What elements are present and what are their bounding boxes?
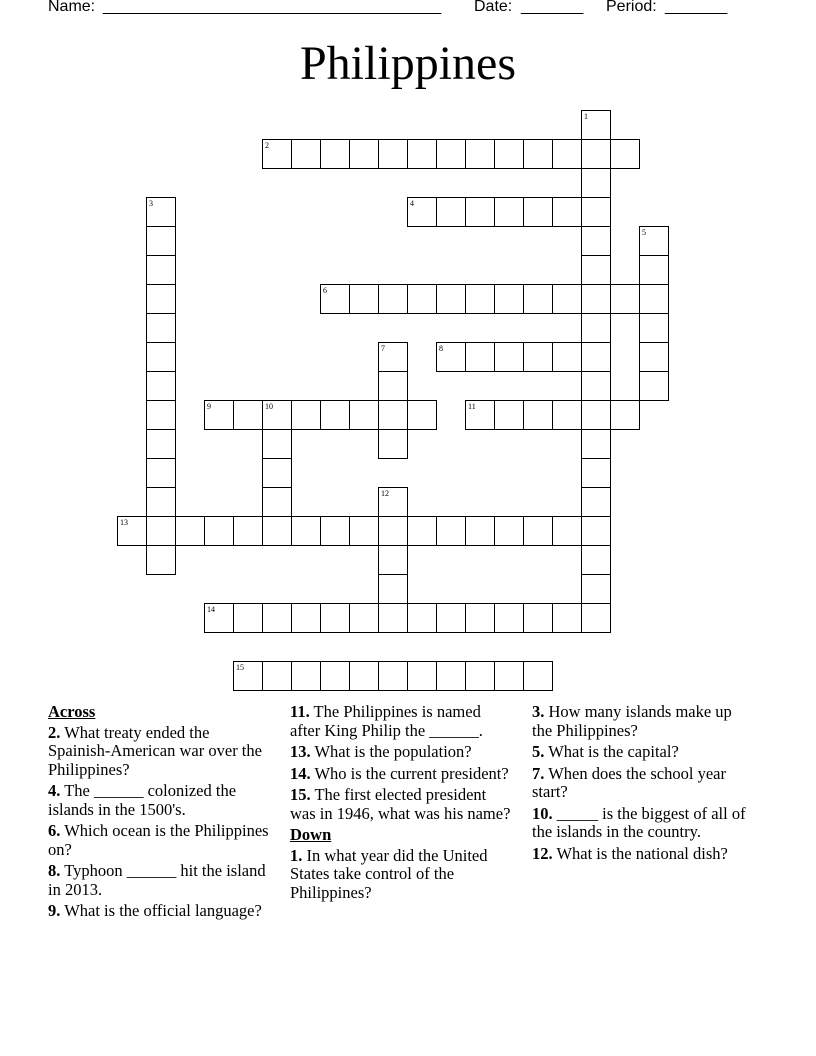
grid-cell[interactable]	[523, 197, 553, 227]
grid-cell[interactable]	[262, 603, 292, 633]
grid-cell[interactable]	[146, 313, 176, 343]
clue-down-12: 12. What is the national dish?	[532, 843, 728, 863]
grid-cell[interactable]	[552, 603, 582, 633]
grid-cell[interactable]	[378, 342, 408, 372]
period-label: Period:	[606, 0, 657, 15]
grid-cell[interactable]	[552, 400, 582, 430]
grid-cell[interactable]	[610, 400, 640, 430]
clue-number: 12	[381, 489, 389, 498]
grid-cell[interactable]	[320, 139, 350, 169]
grid-cell[interactable]	[552, 516, 582, 546]
grid-cell[interactable]	[349, 661, 379, 691]
grid-cell[interactable]	[581, 487, 611, 517]
clue-across-14: 14. Who is the current president?	[290, 763, 509, 783]
grid-cell[interactable]	[610, 284, 640, 314]
grid-cell[interactable]	[204, 400, 234, 430]
grid-cell[interactable]	[378, 139, 408, 169]
grid-cell[interactable]	[581, 429, 611, 459]
grid-cell[interactable]	[552, 342, 582, 372]
across-column	[48, 703, 270, 924]
grid-cell[interactable]	[407, 516, 437, 546]
grid-cell[interactable]	[320, 284, 350, 314]
clue-number: 8	[439, 344, 443, 353]
grid-cell[interactable]	[436, 661, 466, 691]
clue-down-1: 1. In what year did the United States take control of the Philippines?	[290, 845, 488, 902]
grid-cell[interactable]	[378, 284, 408, 314]
grid-cell[interactable]	[146, 516, 176, 546]
grid-cell[interactable]	[639, 284, 669, 314]
grid-cell[interactable]	[291, 603, 321, 633]
clue-across-11: 11. The Philippines is named after King Philip the ______.	[290, 702, 483, 740]
grid-cell[interactable]	[378, 545, 408, 575]
clue-across-8: 8. Typhoon ______ hit the island in 2013.	[48, 861, 266, 899]
grid-cell[interactable]	[146, 400, 176, 430]
grid-cell[interactable]	[320, 603, 350, 633]
grid-cell[interactable]	[494, 516, 524, 546]
grid-cell[interactable]	[552, 284, 582, 314]
grid-cell[interactable]	[146, 371, 176, 401]
grid-cell[interactable]	[523, 139, 553, 169]
grid-cell[interactable]	[407, 400, 437, 430]
grid-cell[interactable]	[378, 516, 408, 546]
clue-number: 2	[265, 141, 269, 150]
grid-cell[interactable]	[581, 545, 611, 575]
clue-number: 3	[149, 199, 153, 208]
clue-across-15: 15. The first elected president was in 1946, what was his name?	[290, 785, 511, 823]
grid-cell[interactable]	[320, 516, 350, 546]
grid-cell[interactable]	[407, 661, 437, 691]
clue-number: 13	[120, 518, 128, 527]
grid-cell[interactable]	[581, 110, 611, 140]
grid-cell[interactable]	[494, 661, 524, 691]
grid-cell[interactable]	[378, 429, 408, 459]
grid-cell[interactable]	[523, 603, 553, 633]
grid-cell[interactable]	[262, 400, 292, 430]
grid-cell[interactable]	[291, 139, 321, 169]
date-blank[interactable]: _______	[521, 0, 584, 15]
grid-cell[interactable]	[146, 342, 176, 372]
grid-cell[interactable]	[523, 516, 553, 546]
clue-across-4: 4. The ______ colonized the islands in the 1500's.	[48, 781, 237, 819]
grid-cell[interactable]	[581, 603, 611, 633]
clue-number: 5	[642, 228, 646, 237]
grid-cell[interactable]	[378, 400, 408, 430]
grid-cell[interactable]	[262, 458, 292, 488]
name-label: Name:	[48, 0, 96, 15]
clue-number: 14	[207, 605, 215, 614]
grid-cell[interactable]	[465, 661, 495, 691]
grid-cell[interactable]	[494, 139, 524, 169]
clue-across-9: 9. What is the official language?	[48, 901, 262, 920]
down-column	[532, 703, 754, 866]
grid-cell[interactable]	[349, 139, 379, 169]
grid-cell[interactable]	[407, 284, 437, 314]
grid-cell[interactable]	[320, 400, 350, 430]
grid-cell[interactable]	[262, 429, 292, 459]
clue-number: 7	[381, 344, 385, 353]
clue-number: 6	[323, 286, 327, 295]
clue-down-10: 10. _____ is the biggest of all of the islands in the country.	[532, 803, 746, 841]
grid-cell[interactable]	[378, 603, 408, 633]
clue-number: 10	[265, 402, 273, 411]
grid-cell[interactable]	[436, 603, 466, 633]
grid-cell[interactable]	[233, 516, 263, 546]
clue-across-6: 6. Which ocean is the Philippines on?	[48, 821, 269, 859]
grid-cell[interactable]	[436, 342, 466, 372]
grid-cell[interactable]	[378, 487, 408, 517]
grid-cell[interactable]	[523, 661, 553, 691]
grid-cell[interactable]	[581, 574, 611, 604]
grid-cell[interactable]	[465, 342, 495, 372]
grid-cell[interactable]	[407, 139, 437, 169]
period-blank[interactable]: _______	[665, 0, 728, 15]
grid-cell[interactable]	[146, 226, 176, 256]
grid-cell[interactable]	[262, 487, 292, 517]
clue-number: 4	[410, 199, 414, 208]
grid-cell[interactable]	[523, 284, 553, 314]
grid-cell[interactable]	[465, 603, 495, 633]
grid-cell[interactable]	[117, 516, 147, 546]
grid-cell[interactable]	[436, 284, 466, 314]
grid-cell[interactable]	[581, 255, 611, 285]
clue-across-13: 13. What is the population?	[290, 742, 472, 761]
grid-cell[interactable]	[146, 458, 176, 488]
clue-number: 11	[468, 402, 476, 411]
grid-cell[interactable]	[233, 603, 263, 633]
clue-number: 1	[584, 112, 588, 121]
name-blank[interactable]: ______________________________________	[103, 0, 442, 15]
grid-cell[interactable]	[465, 516, 495, 546]
grid-cell[interactable]	[581, 139, 611, 169]
clue-down-5: 5. What is the capital?	[532, 742, 679, 761]
grid-cell[interactable]	[639, 313, 669, 343]
grid-cell[interactable]	[436, 197, 466, 227]
grid-cell[interactable]	[465, 400, 495, 430]
grid-cell[interactable]	[523, 342, 553, 372]
grid-cell[interactable]	[233, 661, 263, 691]
grid-cell[interactable]	[175, 516, 205, 546]
grid-cell[interactable]	[639, 226, 669, 256]
grid-cell[interactable]	[581, 458, 611, 488]
clue-number: 9	[207, 402, 211, 411]
grid-cell[interactable]	[378, 371, 408, 401]
grid-cell[interactable]	[494, 284, 524, 314]
grid-cell[interactable]	[204, 603, 234, 633]
grid-cell[interactable]	[262, 516, 292, 546]
grid-cell[interactable]	[349, 516, 379, 546]
grid-cell[interactable]	[146, 197, 176, 227]
grid-cell[interactable]	[581, 400, 611, 430]
clue-down-7: 7. When does the school year start?	[532, 763, 726, 801]
grid-cell[interactable]	[494, 342, 524, 372]
grid-cell[interactable]	[581, 197, 611, 227]
grid-cell[interactable]	[349, 284, 379, 314]
grid-cell[interactable]	[494, 400, 524, 430]
grid-cell[interactable]	[494, 197, 524, 227]
clue-number: 15	[236, 663, 244, 672]
page-title: Philippines	[299, 37, 517, 90]
grid-cell[interactable]	[581, 284, 611, 314]
grid-cell[interactable]	[291, 661, 321, 691]
middle-column	[290, 703, 512, 905]
grid-cell[interactable]	[146, 545, 176, 575]
grid-cell[interactable]	[407, 197, 437, 227]
across-heading: Across	[48, 702, 96, 721]
grid-cell[interactable]	[552, 197, 582, 227]
grid-cell[interactable]	[465, 284, 495, 314]
grid-cell[interactable]	[378, 661, 408, 691]
grid-cell[interactable]	[523, 400, 553, 430]
grid-cell[interactable]	[581, 516, 611, 546]
grid-cell[interactable]	[233, 400, 263, 430]
grid-cell[interactable]	[465, 139, 495, 169]
grid-cell[interactable]	[378, 574, 408, 604]
grid-cell[interactable]	[639, 371, 669, 401]
grid-cell[interactable]	[349, 603, 379, 633]
grid-cell[interactable]	[639, 342, 669, 372]
grid-cell[interactable]	[291, 516, 321, 546]
grid-cell[interactable]	[581, 371, 611, 401]
grid-cell[interactable]	[407, 603, 437, 633]
grid-cell[interactable]	[552, 139, 582, 169]
grid-cell[interactable]	[494, 603, 524, 633]
grid-cell[interactable]	[146, 284, 176, 314]
grid-cell[interactable]	[146, 255, 176, 285]
grid-cell[interactable]	[436, 139, 466, 169]
grid-cell[interactable]	[349, 400, 379, 430]
grid-cell[interactable]	[465, 197, 495, 227]
grid-cell[interactable]	[262, 139, 292, 169]
grid-cell[interactable]	[581, 226, 611, 256]
clue-across-2: 2. What treaty ended the Spainish-American war over the Philippines?	[48, 722, 262, 779]
grid-cell[interactable]	[436, 516, 466, 546]
grid-cell[interactable]	[639, 255, 669, 285]
grid-cell[interactable]	[146, 429, 176, 459]
grid-cell[interactable]	[581, 313, 611, 343]
grid-cell[interactable]	[320, 661, 350, 691]
grid-cell[interactable]	[146, 487, 176, 517]
grid-cell[interactable]	[581, 342, 611, 372]
grid-cell[interactable]	[581, 168, 611, 198]
down-heading: Down	[290, 825, 332, 844]
grid-cell[interactable]	[610, 139, 640, 169]
date-label: Date:	[474, 0, 513, 15]
grid-cell[interactable]	[262, 661, 292, 691]
grid-cell[interactable]	[291, 400, 321, 430]
grid-cell[interactable]	[204, 516, 234, 546]
clue-down-3: 3. How many islands make up the Philippines?	[532, 702, 732, 740]
